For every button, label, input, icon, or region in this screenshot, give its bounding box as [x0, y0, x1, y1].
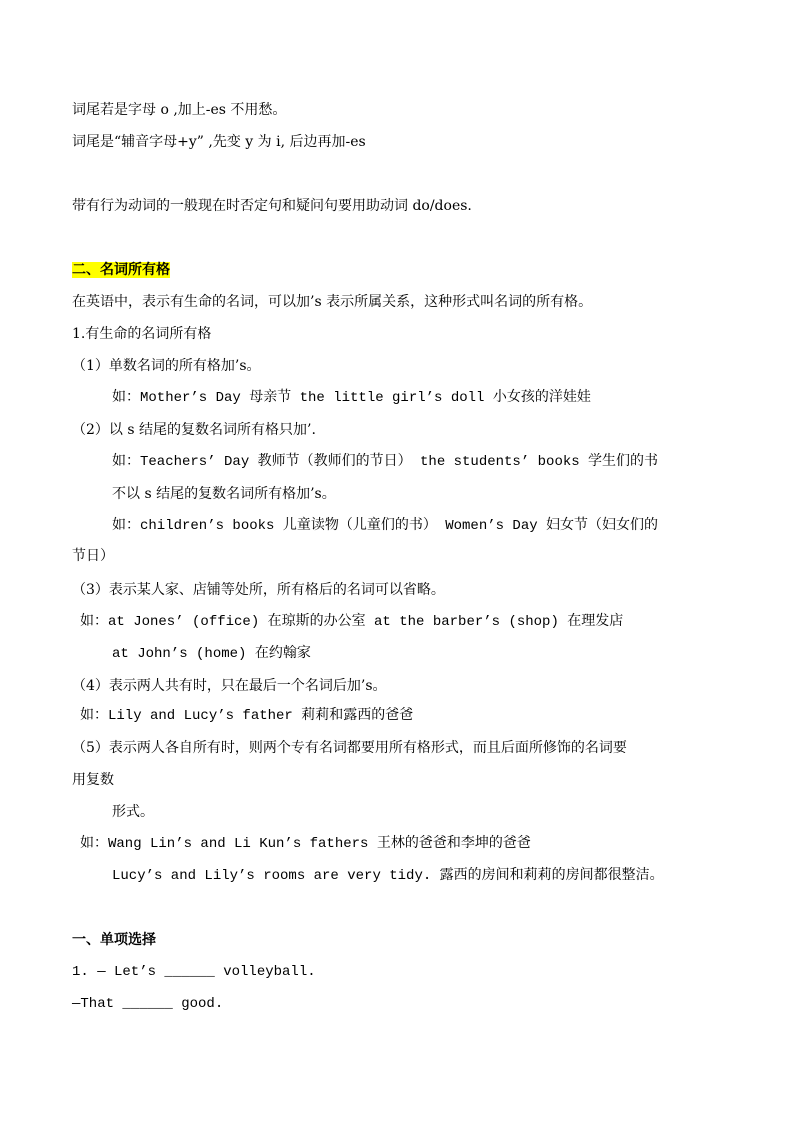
exercise-heading: 一、单项选择 — [72, 932, 156, 948]
rule-5-separate: （5）表示两人各自所有时，则两个专有名词都要用所有格形式，而且后面所修饰的名词要 — [72, 740, 627, 756]
rule-o-es: 词尾若是字母 o ,加上-es 不用愁。 — [72, 102, 287, 118]
example-2b: 如：children’s books 儿童读物（儿童们的书） Women’s Day 妇女节（妇女们的 — [112, 518, 659, 534]
question-1: 1. — Let’s ______ volleyball. — [72, 964, 316, 980]
rule-5-wrap: 用复数 — [72, 772, 114, 788]
section-heading-possessive — [72, 260, 170, 280]
example-2: 如：Teachers’ Day 教师节（教师们的节日） the students’ books 学生们的书 — [112, 454, 659, 470]
subheading-animate-possessive: 1.有生命的名词所有格 — [72, 326, 212, 342]
example-5b: Lucy’s and Lily’s rooms are very tidy. 露西的房间和莉莉的房间都很整洁。 — [112, 868, 664, 884]
rule-5-wrap-2: 形式。 — [112, 804, 154, 820]
question-1-response: —That ______ good. — [72, 996, 224, 1012]
example-2b-wrap: 节日） — [72, 548, 114, 564]
rule-4-joint: （4）表示两人共有时，只在最后一个名词后加’s。 — [72, 678, 387, 694]
example-3: 如：at Jones’ (office) 在琼斯的办公室 at the barber’s (shop) 在理发店 — [80, 614, 624, 630]
rule-2-plural-non-s: 不以 s 结尾的复数名词所有格加’s。 — [112, 486, 336, 502]
rule-2-plural-s: （2）以 s 结尾的复数名词所有格只加’. — [72, 422, 316, 438]
example-4: 如：Lily and Lucy’s father 莉莉和露西的爸爸 — [80, 708, 414, 724]
rule-consonant-y: 词尾是“辅音字母+y” ,先变 y 为 i, 后边再加-es — [72, 134, 366, 150]
rule-3-places: （3）表示某人家、店铺等处所，所有格后的名词可以省略。 — [72, 582, 445, 598]
rule-do-does: 带有行为动词的一般现在时否定句和疑问句要用助动词 do/does. — [72, 198, 472, 214]
section-heading-text: 二、名词所有格 — [72, 262, 170, 278]
rule-1-singular: （1）单数名词的所有格加’s。 — [72, 358, 261, 374]
example-5: 如：Wang Lin’s and Li Kun’s fathers 王林的爸爸和李坤的爸爸 — [80, 836, 531, 852]
example-1: 如：Mother’s Day 母亲节 the little girl’s doll 小女孩的洋娃娃 — [112, 390, 591, 406]
example-3b: at John’s (home) 在约翰家 — [112, 646, 311, 662]
possessive-intro: 在英语中，表示有生命的名词，可以加’s 表示所属关系，这种形式叫名词的所有格。 — [72, 294, 593, 310]
